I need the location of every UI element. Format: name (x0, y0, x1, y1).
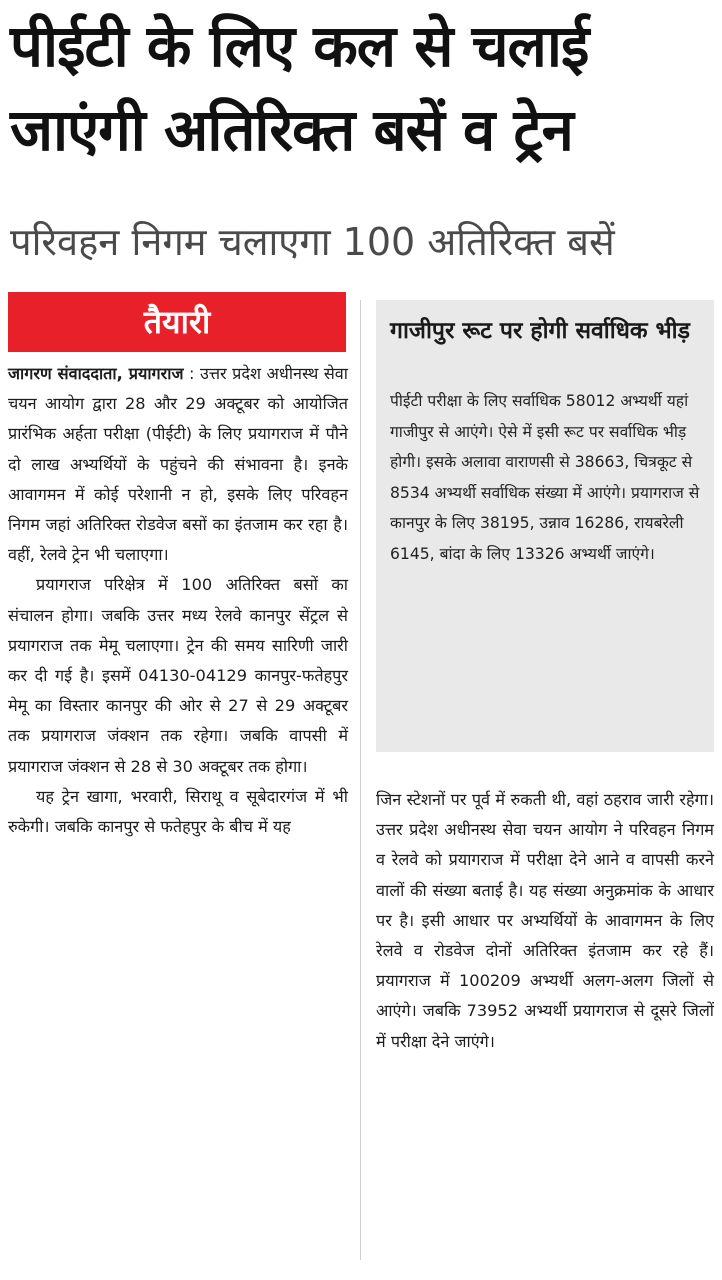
section-tag: तैयारी (8, 292, 346, 352)
article-column-2 (376, 785, 714, 1057)
sidebar-box (376, 300, 714, 752)
headline-line-2: जाएंगी अतिरिक्त बसें व ट्रेन (10, 96, 573, 164)
subheadline: परिवहन निगम चलाएगा 100 अतिरिक्त बसें (10, 220, 615, 264)
article-paragraph-3: यह ट्रेन खागा, भरवारी, सिराथू व सूबेदारगंज में भी रुकेगी। जबकि कानपुर से फतेहपुर के बीच में यह (8, 786, 348, 837)
headline (10, 4, 714, 172)
article-para1-text: : उत्तर प्रदेश अधीनस्थ सेवा चयन आयोग द्वारा 28 और 29 अक्टूबर को आयोजित प्रारंभिक अर्हता परीक्षा (पीईटी) के लिए प्रयागराज में पौने दो लाख अभ्यर्थियों के पहुंचने की संभावना है। इनके आवागमन में कोई परेशानी न हो, इसके लिए परिवहन निगम जहां अतिरिक्त रोडवेज बसों का इंतजाम कर रहा है। वहीं, रेलवे ट्रेन भी चलाएगा। (8, 364, 348, 565)
article-paragraph-1 (8, 359, 348, 570)
sidebar-box-title: गाजीपुर रूट पर होगी सर्वाधिक भीड़ (390, 318, 690, 344)
byline: जागरण संवाददाता, प्रयागराज (8, 364, 184, 383)
column-divider (360, 300, 361, 1260)
article-column-1 (8, 359, 348, 842)
article-paragraph-4: जिन स्टेशनों पर पूर्व में रुकती थी, वहां ठहराव जारी रहेगा। उत्तर प्रदेश अधीनस्थ सेवा चयन आयोग ने परिवहन निगम व रेलवे को प्रयागराज में परीक्षा देने आने व वापसी करने वालों की संख्या बताई है। यह संख्या अनुक्रमांक के आधार पर है। इसी आधार पर अभ्यर्थियों के आवागमन के लिए रेलवे व रोडवेज दोनों अतिरिक्त इंतजाम कर रहे हैं। प्रयागराज में 100209 अभ्यर्थी अलग-अलग जिलों से आएंगे। जबकि 73952 अभ्यर्थी प्रयागराज से दूसरे जिलों में परीक्षा देने जाएंगे। (376, 790, 714, 1051)
article-paragraph-2: प्रयागराज परिक्षेत्र में 100 अतिरिक्त बसों का संचालन होगा। जबकि उत्तर मध्य रेलवे कानपुर सेंट्रल से प्रयागराज तक मेमू चलाएगा। ट्रेन की समय सारिणी जारी कर दी गई है। इसमें 04130-04129 कानपुर-फतेहपुर मेमू का विस्तार कानपुर की ओर से 27 से 29 अक्टूबर तक प्रयागराज जंक्शन तक रहेगा। जबकि वापसी में प्रयागराज जंक्शन से 28 से 30 अक्टूबर तक होगा। (8, 575, 348, 776)
sidebar-box-body: पीईटी परीक्षा के लिए सर्वाधिक 58012 अभ्यर्थी यहां गाजीपुर से आएंगे। ऐसे में इसी रूट पर सर्वाधिक भीड़ होगी। इसके अलावा वाराणसी से 38663, चित्रकूट से 8534 अभ्यर्थी सर्वाधिक संख्या में आएंगे। प्रयागराज से कानपुर के लिए 38195, उन्नाव 16286, रायबरेली 6145, बांदा के लिए 13326 अभ्यर्थी जाएंगे। (390, 392, 700, 563)
headline-line-1: पीईटी के लिए कल से चलाई (10, 12, 589, 80)
